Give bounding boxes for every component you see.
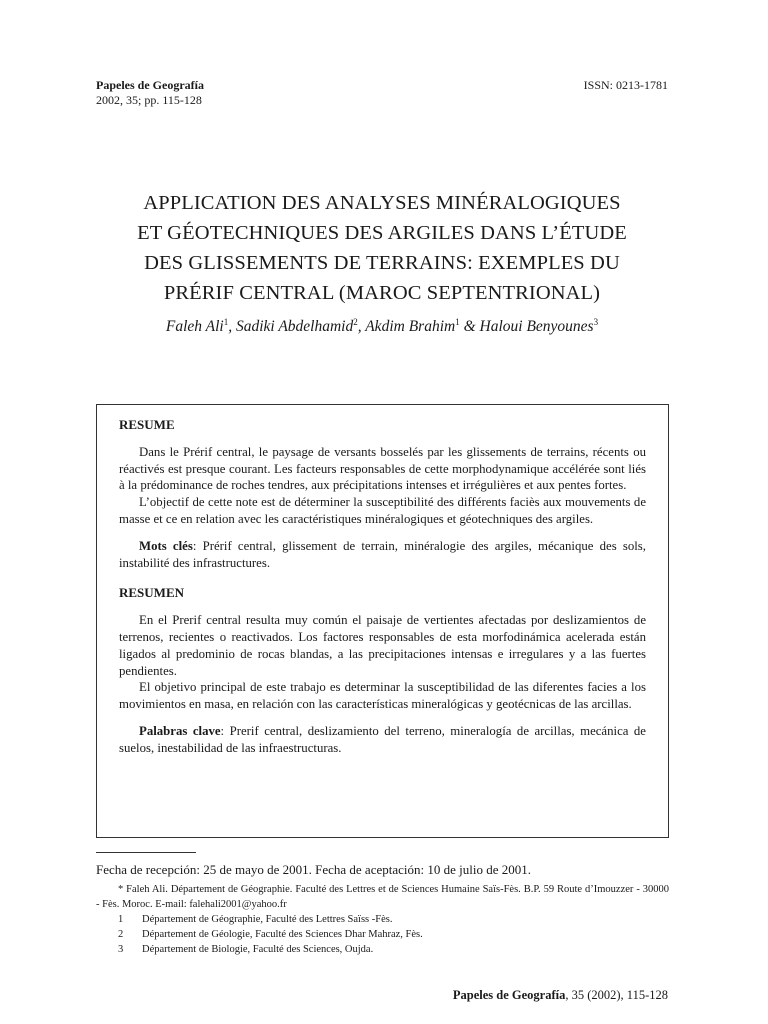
journal-header (96, 78, 204, 108)
resume-paragraph: L’objectif de cette note est de déterminer la susceptibilité des différents faciès aux mouvements de masse et ce en relation avec les caractéristiques minéralogiques et géotechniques des argiles. (119, 495, 646, 526)
resumen-paragraph: En el Prerif central resulta muy común el paisaje de vertientes afectadas por deslizamientos de terrenos, recientes o reactivados. Los factores responsables de esta morfodinámica acelerada están ligados al predominio de rocas blandas, a las precipitaciones intensas e irregulares y a las fuertes pendientes. (119, 613, 646, 678)
journal-issue: 2002, 35; pp. 115-128 (96, 93, 202, 107)
author-name: Haloui Benyounes (479, 318, 594, 335)
footnote-text: Département de Géologie, Faculté des Sciences Dhar Mahraz, Fès. (142, 929, 423, 940)
footnote-item (96, 942, 669, 957)
author-name: Faleh Ali (165, 318, 224, 335)
palabras-clave-text: : Prerif central, deslizamiento del terreno, mineralogía de arcillas, mecánica de suelos, inestabilidad de las infraestructuras. (119, 723, 646, 755)
footnote-text: Département de Biologie, Faculté des Sciences, Oujda. (142, 944, 374, 955)
author-separator: & (459, 318, 480, 335)
footnote-number: 3 (118, 944, 124, 955)
author-name: Akdim Brahim (365, 318, 456, 335)
issn: ISSN: 0213-1781 (583, 78, 668, 92)
author-affiliation: 1 (455, 317, 460, 327)
palabras-clave-label: Palabras clave (139, 723, 221, 738)
reception-dates: Fecha de recepción: 25 de mayo de 2001. Fecha de aceptación: 10 de julio de 2001. (96, 862, 531, 877)
author-affiliation: 1 (223, 317, 229, 327)
mots-cles-text: : Prérif central, glissement de terrain, minéralogie des argiles, mécanique des sols, instabilité des infrastructures. (119, 538, 646, 570)
author-separator: , (357, 318, 366, 335)
footer-citation: , 35 (2002), 115-128 (565, 988, 668, 1002)
resumen-paragraph: El objetivo principal de este trabajo es determinar la susceptibilidad de las diferentes facies a los movimientos en masa, en relación con las características mineralógicas y geotécnicas de las arcillas. (119, 680, 646, 712)
abstract-box (96, 404, 669, 838)
footnote-star: * Faleh Ali. Département de Géographie. Faculté des Lettres et de Sciences Humaine Saïs-Fès. B.P. 59 Route d’Imouzzer - 30000 - Fès. Moroc. E-mail: falehali2001@yahoo.fr (96, 884, 669, 910)
mots-cles (119, 538, 646, 572)
journal-name: Papeles de Geografía (96, 78, 204, 92)
author-list (96, 317, 668, 336)
palabras-clave (119, 723, 646, 757)
footer-journal: Papeles de Geografía (452, 988, 566, 1002)
author-separator: , (228, 318, 236, 335)
footnote-text: Département de Géographie, Faculté des Lettres Saïss -Fès. (142, 914, 393, 925)
resume-heading: RESUME (119, 417, 175, 432)
mots-cles-label: Mots clés (139, 538, 193, 553)
footnotes (96, 882, 669, 957)
resume-paragraph: Dans le Prérif central, le paysage de versants bosselés par les glissements de terrains, récents ou réactivés est presque courant. Les facteurs responsables de cette morphodynamique accélérée sont liés à la prédominance de roches tendres, aux précipitations intenses et irrégulières et aux pentes fortes. (119, 444, 646, 493)
footnote-item (96, 927, 669, 942)
author-affiliation: 2 (353, 317, 358, 327)
footnote-number: 1 (118, 914, 124, 925)
footnote-number: 2 (118, 929, 124, 940)
title-line: APPLICATION DES ANALYSES MINÉRALOGIQUES (143, 192, 621, 214)
resumen-heading: RESUMEN (119, 585, 185, 601)
author-affiliation: 3 (593, 317, 599, 327)
paper-title (96, 188, 668, 308)
page-footer (453, 988, 668, 1003)
title-line: PRÉRIF CENTRAL (MAROC SEPTENTRIONAL) (163, 282, 601, 304)
footnote-rule (96, 852, 196, 853)
footnote-item (96, 912, 669, 927)
author-name: Sadiki Abdelhamid (235, 318, 354, 335)
title-line: DES GLISSEMENTS DE TERRAINS: EXEMPLES DU (144, 252, 620, 274)
title-line: ET GÉOTECHNIQUES DES ARGILES DANS L’ÉTUDE (137, 222, 627, 244)
